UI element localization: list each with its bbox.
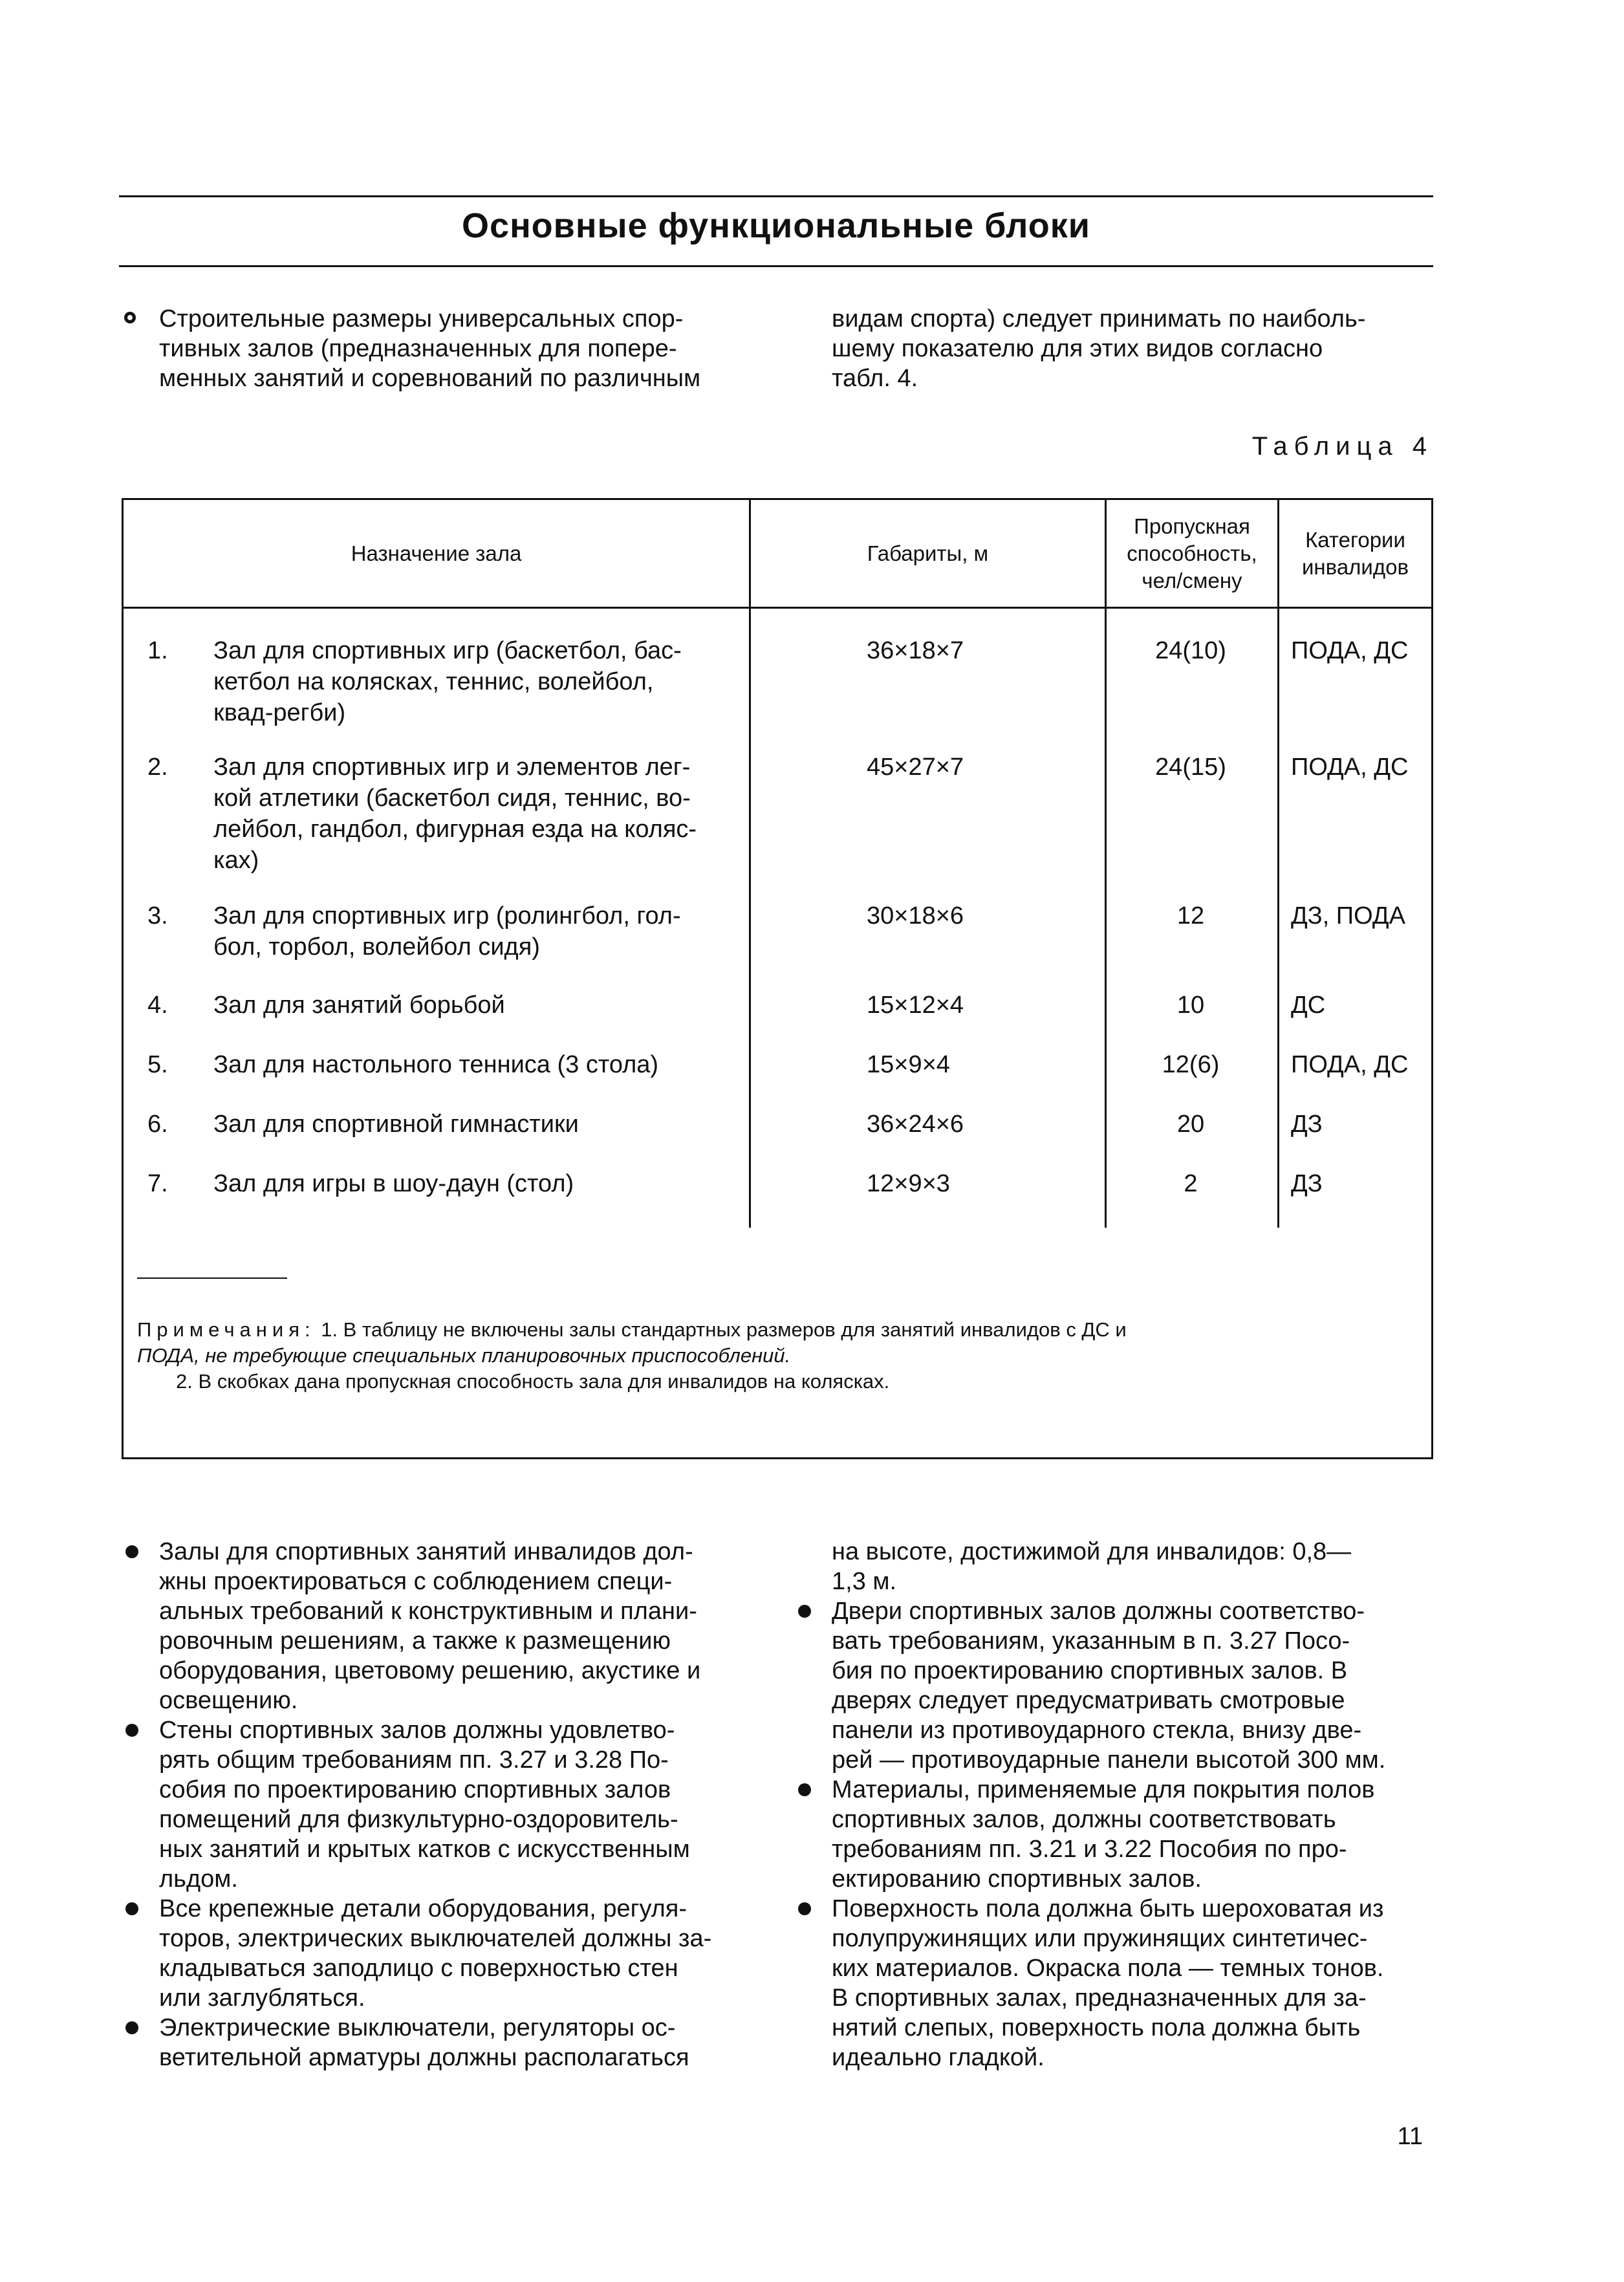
bullet-icon	[125, 1902, 138, 1915]
table-header-rule	[122, 607, 1433, 609]
continuation-text: на высоте, достижимой для инвалидов: 0,8— 1,3 м.	[832, 1538, 1352, 1595]
note-2: 2. В скобках дана пропускная способность зала для инвалидов на колясках.	[176, 1370, 890, 1393]
list-item: Поверхность пола должна быть шероховатая из полупружинящих или пружинящих синтетичес- ких материалов. Окраска пола — темных тонов. В спортивных залах, предназначенных для за- нятий слепых, поверхность пола должна быть идеально гладкой.	[793, 1894, 1433, 2072]
row-purpose: Зал для спортивных игр и элементов лег- кой атлетики (баскетбол сидя, теннис, во- лейбол, гандбол, фигурная езда на коляс- ках)	[213, 754, 697, 874]
row-capacity: 24(15)	[1155, 754, 1226, 781]
list-item: Стены спортивных залов должны удовлетво- рять общим требованиям пп. 3.27 и 3.28 По- собия по проектированию спортивных залов помещений для физкультурно-оздоровитель- ных занятий и крытых катков с искусственным льдом.	[120, 1715, 753, 1894]
row-purpose: Зал для спортивных игр (баскетбол, бас- кетбол на колясках, теннис, волейбол, квад-регби)	[213, 637, 682, 726]
row-purpose: Зал для настольного тенниса (3 стола)	[213, 1051, 659, 1078]
row-dimensions: 36×18×7	[867, 637, 964, 664]
row-capacity: 2	[1184, 1170, 1198, 1197]
intro-line: табл. 4.	[832, 365, 918, 392]
header-categories: Категории инвалидов	[1302, 527, 1409, 579]
note-1-end: ПОДА, не требующие специальных планировочных приспособлений.	[137, 1344, 791, 1367]
intro-line: видам спорта) следует принимать по наиболь-	[832, 305, 1366, 332]
note-1-start: 1. В таблицу не включены залы стандартных размеров для занятий инвалидов с ДС и	[321, 1318, 1127, 1341]
bullet-icon	[798, 1783, 811, 1796]
bullet-icon	[125, 1545, 138, 1558]
intro-line: тивных залов (предназначенных для попере-	[159, 335, 677, 362]
row-number: 3.	[147, 902, 168, 929]
intro-left	[159, 304, 761, 393]
page-number: 11	[1397, 2123, 1423, 2150]
row-dimensions: 15×12×4	[867, 992, 964, 1019]
row-capacity: 20	[1176, 1111, 1205, 1138]
row-categories: ДЗ	[1291, 1170, 1323, 1197]
row-capacity: 10	[1176, 992, 1205, 1019]
row-categories: ПОДА, ДС	[1291, 637, 1409, 664]
row-categories: ДС	[1291, 992, 1326, 1019]
table-caption: Таблица 4	[1251, 432, 1433, 461]
footnote-rule	[137, 1277, 287, 1279]
intro-right	[832, 304, 1433, 393]
bullet-icon	[798, 1902, 811, 1915]
row-number: 2.	[147, 754, 168, 781]
row-dimensions: 30×18×6	[867, 902, 964, 929]
header-capacity: Пропускная способность, чел/смену	[1127, 514, 1257, 592]
row-number: 6.	[147, 1111, 168, 1138]
row-dimensions: 12×9×3	[867, 1170, 950, 1197]
list-item: Залы для спортивных занятий инвалидов дол- жны проектироваться с соблюдением специ- альных требований к конструктивным и плани- ровочным решениям, а также к размещению оборудования, цветовому решению, акустике и освещению.	[120, 1537, 753, 1715]
page-title: Основные функциональные блоки	[462, 206, 1090, 245]
bullet-icon	[125, 1724, 138, 1737]
row-purpose: Зал для игры в шоу-даун (стол)	[213, 1170, 574, 1197]
body-right-column	[793, 1537, 1433, 2072]
list-item: Материалы, применяемые для покрытия полов спортивных залов, должны соответствовать требованиям пп. 3.21 и 3.22 Пособия по про- ектированию спортивных залов.	[793, 1775, 1433, 1894]
bullet-icon	[125, 2021, 138, 2034]
row-capacity: 12(6)	[1162, 1051, 1220, 1078]
note-1	[137, 1317, 1424, 1343]
row-number: 5.	[147, 1051, 168, 1078]
table-notes	[137, 1317, 1424, 1395]
column-divider	[1277, 498, 1279, 1228]
ring-bullet-icon	[124, 312, 136, 323]
intro-line: Строительные размеры универсальных спор-	[159, 305, 684, 332]
header-purpose: Назначение зала	[351, 541, 522, 565]
row-categories: ПОДА, ДС	[1291, 754, 1409, 781]
row-purpose: Зал для спортивной гимнастики	[213, 1111, 579, 1138]
row-number: 7.	[147, 1170, 168, 1197]
list-item: Двери спортивных залов должны соответство- вать требованиям, указанным в п. 3.27 Посо- бия по проектированию спортивных залов. В дверях следует предусматривать смотровые панели из противоударного стекла, внизу две- рей — противоударные панели высотой 300 мм.	[793, 1596, 1433, 1775]
row-capacity: 24(10)	[1155, 637, 1226, 664]
list-item: Все крепежные детали оборудования, регуля- торов, электрических выключателей должны за- кладываться заподлицо с поверхностью стен или заглубляться.	[120, 1894, 753, 2013]
notes-label: Примечания:	[137, 1318, 316, 1341]
top-rule	[119, 195, 1433, 197]
list-item: Электрические выключатели, регуляторы ос- ветительной арматуры должны располагаться	[120, 2013, 753, 2072]
row-number: 4.	[147, 992, 168, 1019]
row-purpose: Зал для занятий борьбой	[213, 992, 505, 1019]
header-dimensions: Габариты, м	[867, 541, 989, 565]
row-categories: ДЗ, ПОДА	[1291, 902, 1405, 929]
row-categories: ДЗ	[1291, 1111, 1323, 1138]
body-left-column	[120, 1537, 753, 2072]
row-capacity: 12	[1176, 902, 1205, 929]
title-underline	[119, 265, 1433, 267]
row-dimensions: 15×9×4	[867, 1051, 950, 1078]
bullet-icon	[798, 1605, 811, 1618]
row-dimensions: 36×24×6	[867, 1111, 964, 1138]
row-purpose: Зал для спортивных игр (ролингбол, гол- бол, торбол, волейбол сидя)	[213, 902, 681, 961]
row-categories: ПОДА, ДС	[1291, 1051, 1409, 1078]
intro-line: шему показателю для этих видов согласно	[832, 335, 1323, 362]
row-number: 1.	[147, 637, 168, 664]
row-dimensions: 45×27×7	[867, 754, 964, 781]
intro-line: менных занятий и соревнований по различным	[159, 365, 701, 392]
